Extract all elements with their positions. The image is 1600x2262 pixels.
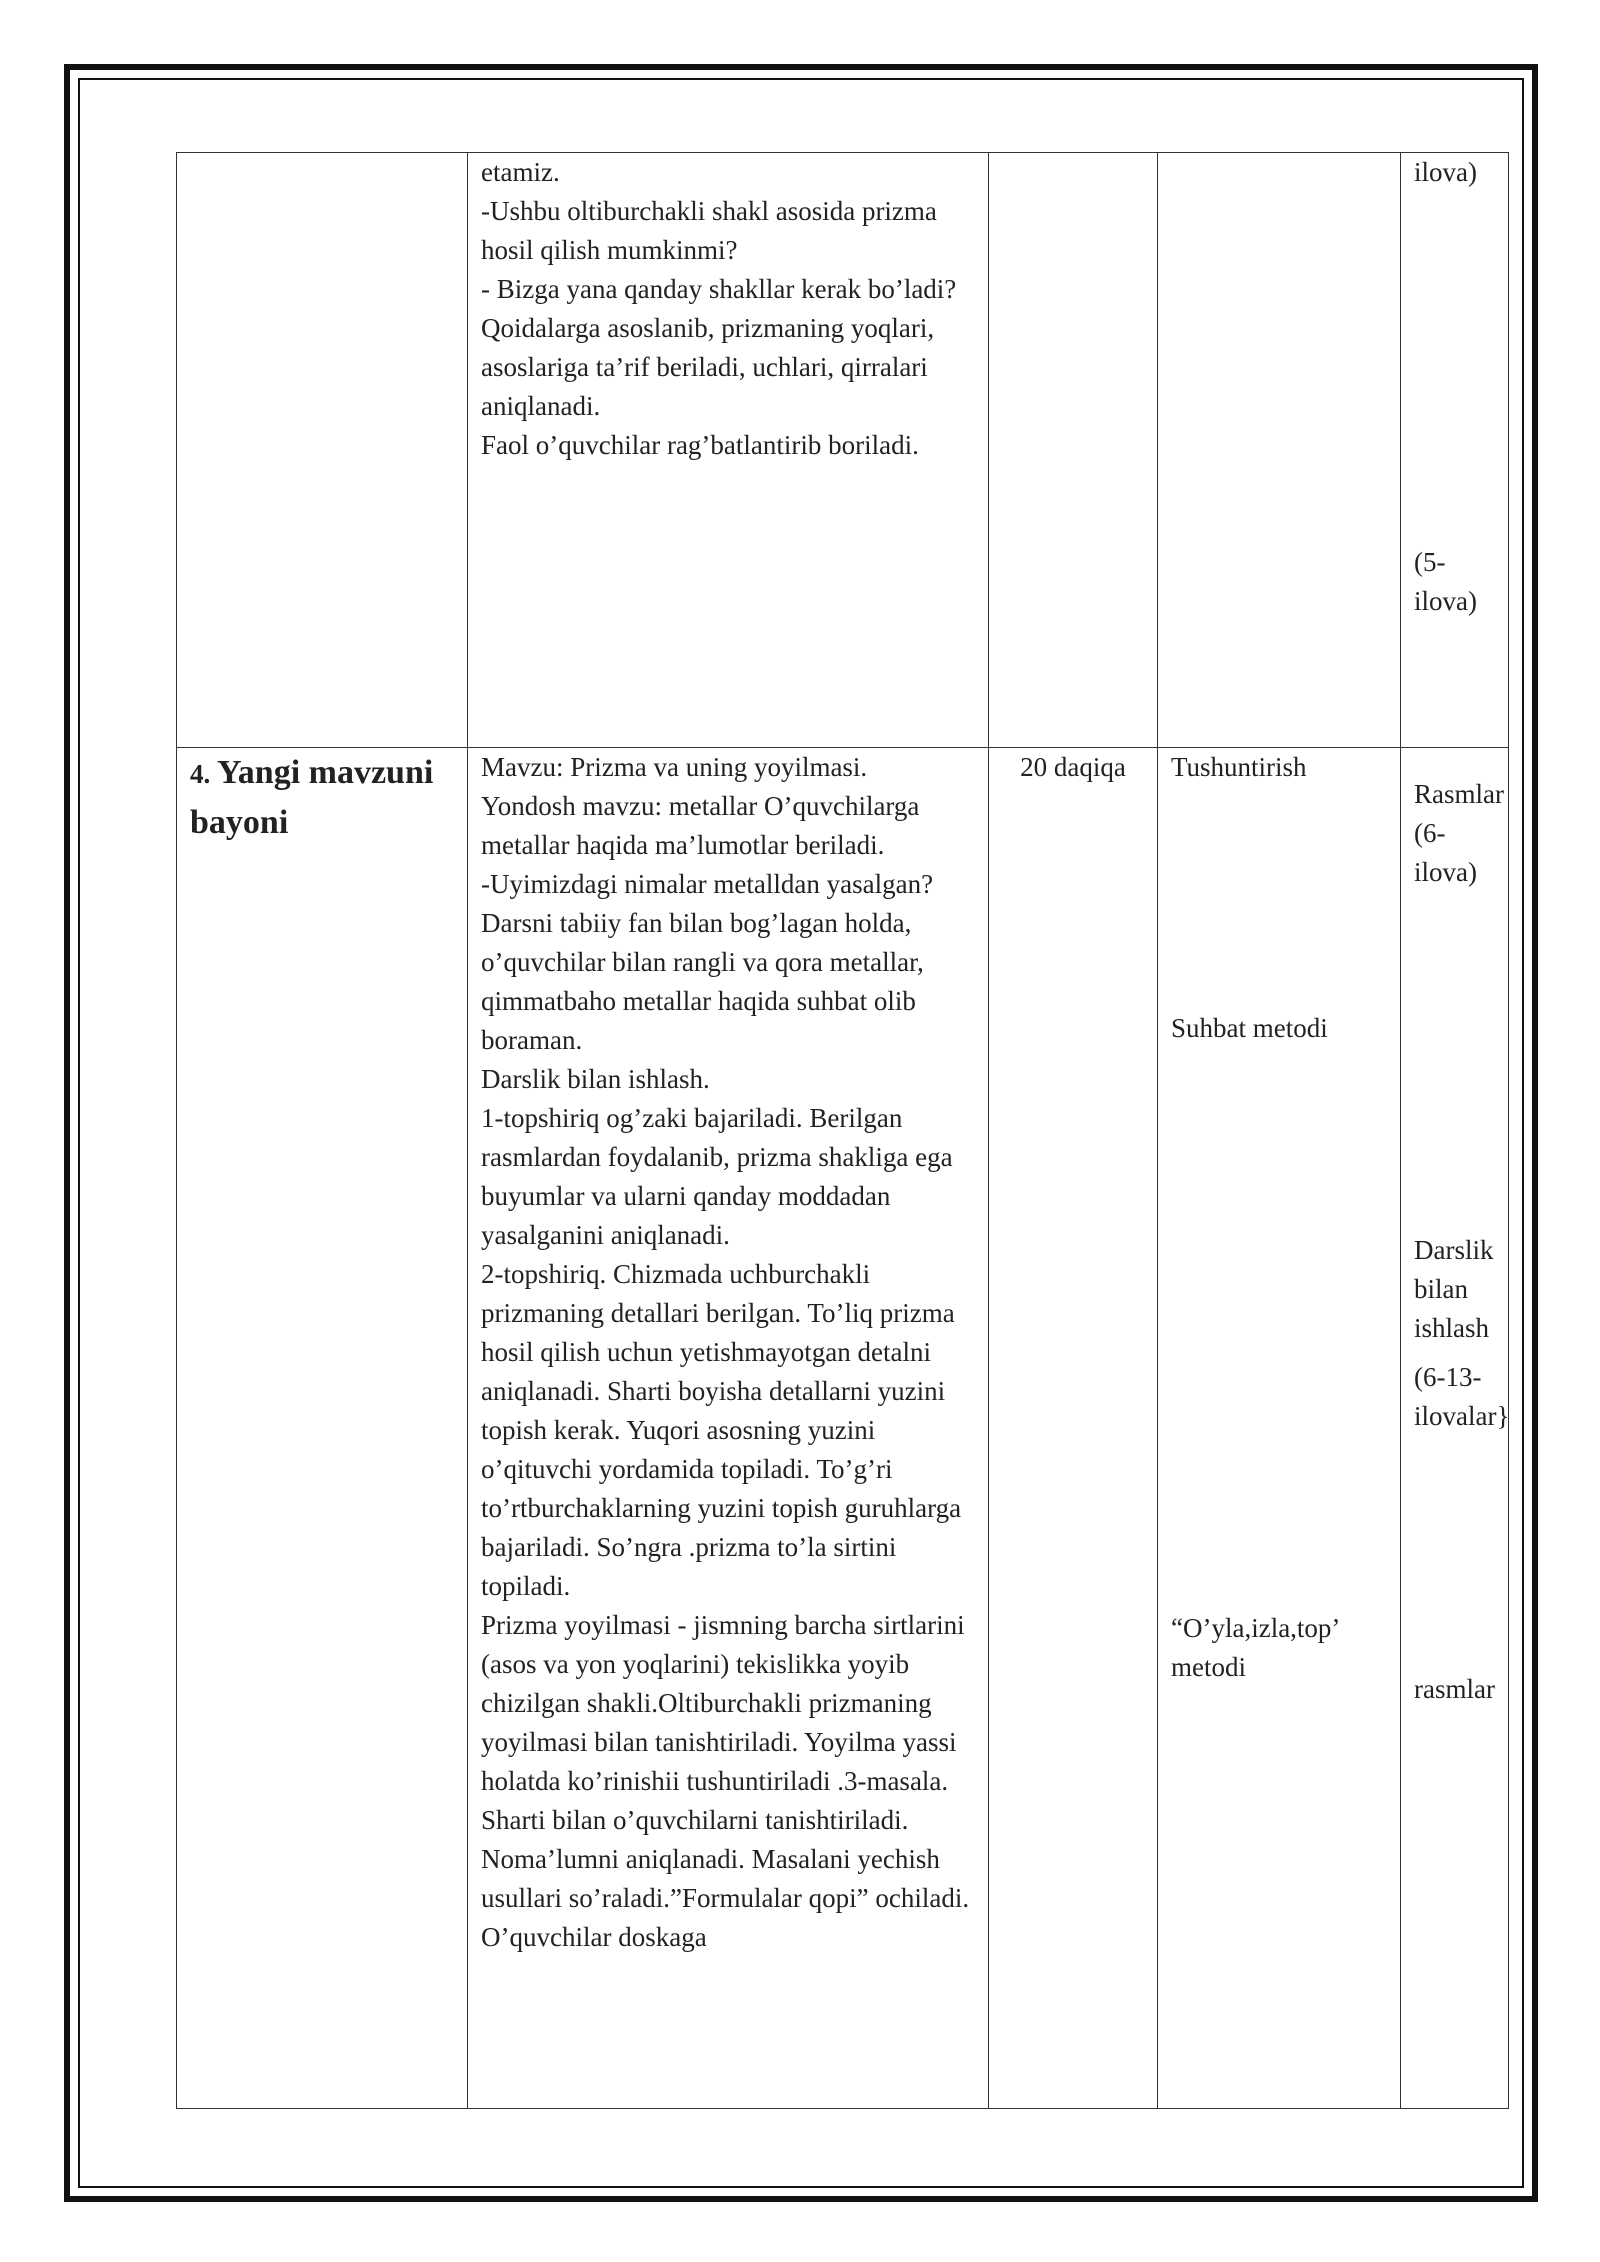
spacer — [1414, 1436, 1495, 1670]
method-cell — [1158, 153, 1401, 748]
method-name: Suhbat metodi — [1171, 1013, 1328, 1043]
resource-text: ilova) — [1414, 157, 1477, 187]
table-row — [177, 748, 1509, 2109]
spacer — [1171, 787, 1387, 1009]
method-name: Tushuntirish — [1171, 752, 1307, 782]
time-cell — [989, 748, 1158, 2109]
content-line: Darslik bilan ishlash. — [481, 1064, 710, 1094]
resource-text: (5-ilova) — [1414, 547, 1477, 616]
resource-cell — [1401, 748, 1509, 2109]
table-row — [177, 153, 1509, 748]
content-line: - Bizga yana qanday shakllar kerak bo’ladi? — [481, 274, 957, 304]
resource-text: rasmlar — [1414, 1674, 1495, 1704]
resource-text: Rasmlar (6-ilova) — [1414, 779, 1504, 887]
resource-text: Darslik bilan ishlash — [1414, 1235, 1494, 1343]
method-cell — [1158, 748, 1401, 2109]
content-cell — [468, 748, 989, 2109]
content-line: Sharti bilan o’quvchilarni tanishtiriladi. Noma’lumni aniqlanadi. Masalani yechish usullari so’raladi.”Formulalar qopi” ochiladi. O’quvchilar doskaga — [481, 1805, 970, 1952]
spacer — [1414, 192, 1495, 543]
content-line: Yondosh mavzu: metallar O’quvchilarga metallar haqida ma’lumotlar beriladi. — [481, 791, 920, 860]
content-line: Darsni tabiiy fan bilan bog’lagan holda, o’quvchilar bilan rangli va qora metallar, qimmatbaho metallar haqida suhbat olib boraman. — [481, 908, 924, 1055]
content-line: Prizma yoyilmasi - jismning barcha sirtlarini (asos va yon yoqlarini) tekislikka yoyib chizilgan shakli.Oltiburchakli prizmaning yoyilmasi bilan tanishtiriladi. Yoyilma yassi holatda ko’rinishii tushuntiriladi .3-masala. — [481, 1610, 965, 1796]
stage-cell — [177, 748, 468, 2109]
method-name: “O’yla,izla,top’ metodi — [1171, 1613, 1339, 1682]
content-line: Mavzu: Prizma va uning yoyilmasi. — [481, 752, 868, 782]
stage-number: 4. — [190, 759, 211, 789]
content-line: 1-topshiriq og’zaki bajariladi. Berilgan rasmlardan foydalanib, prizma shakliga ega buyumlar va ularni qanday moddadan yasalganini aniqlanadi. — [481, 1103, 953, 1250]
content-line: etamiz. — [481, 157, 560, 187]
duration: 20 daqiqa — [1020, 752, 1126, 782]
content-line: -Ushbu oltiburchakli shakl asosida prizma hosil qilish mumkinmi? — [481, 196, 937, 265]
content-line: -Uyimizdagi nimalar metalldan yasalgan? — [481, 869, 934, 899]
content-line: Faol o’quvchilar rag’batlantirib boriladi. — [481, 430, 919, 460]
spacer — [1171, 1048, 1387, 1609]
spacer — [1414, 1348, 1495, 1358]
resource-cell — [1401, 153, 1509, 748]
stage-cell — [177, 153, 468, 748]
time-cell — [989, 153, 1158, 748]
content-line: 2-topshiriq. Chizmada uchburchakli prizmaning detallari berilgan. To’liq prizma hosil qilish uchun yetishmayotgan detalni aniqlanadi. Sharti boyisha detallarni yuzini topish kerak. Yuqori asosning yuzini o’qituvchi yordamida topiladi. To’g’ri to’rtburchaklarning yuzini topish guruhlarga bajariladi. So’ngra .prizma to’la sirtini topiladi. — [481, 1259, 962, 1601]
spacer — [1414, 892, 1495, 1231]
spacer — [1414, 748, 1495, 775]
resource-text: (6-13-ilovalar} — [1414, 1362, 1510, 1431]
content-line: Qoidalarga asoslanib, prizmaning yoqlari, asoslariga ta’rif beriladi, uchlari, qirralari aniqlanadi. — [481, 313, 935, 421]
content-cell — [468, 153, 989, 748]
stage-title: Yangi mavzuni bayoni — [190, 754, 434, 841]
lesson-plan-table — [176, 152, 1509, 2109]
